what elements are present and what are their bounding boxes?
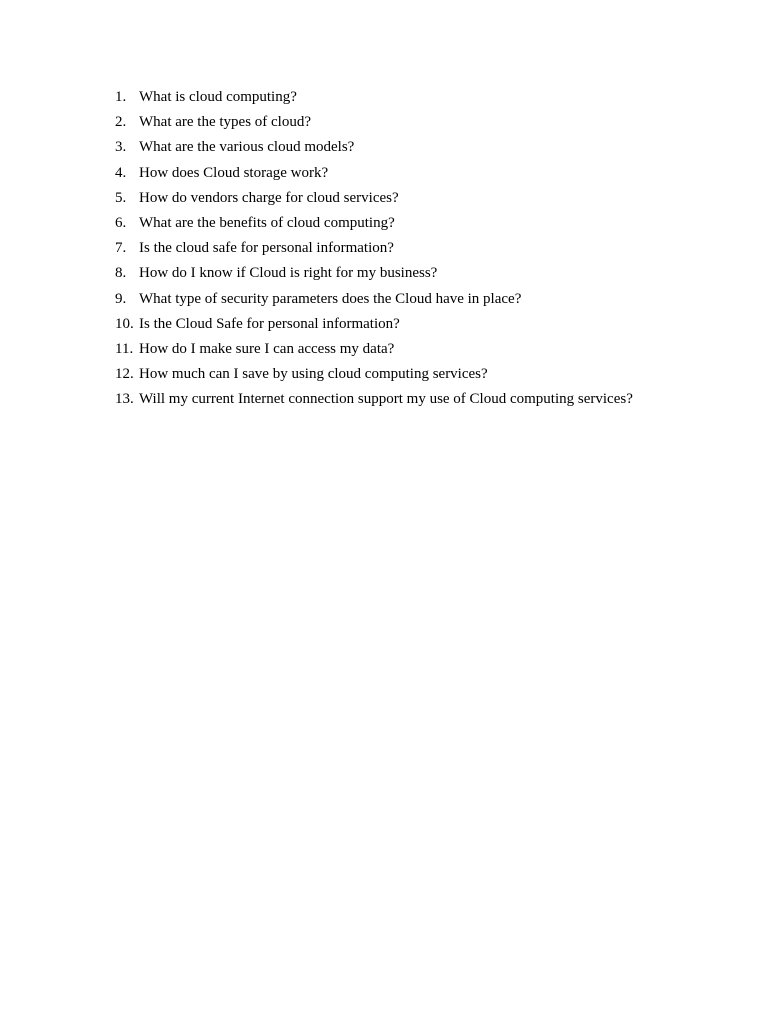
question-text: Will my current Internet connection support my use of Cloud computing services? [139, 391, 633, 408]
question-text: What are the various cloud models? [139, 139, 355, 156]
question-item-12 [115, 362, 633, 387]
question-number: 4. [115, 164, 127, 181]
question-item-6 [115, 211, 633, 236]
question-text: How much can I save by using cloud computing services? [139, 366, 488, 383]
question-list [115, 85, 633, 412]
question-number: 2. [115, 114, 127, 131]
question-text: What are the types of cloud? [139, 114, 312, 131]
question-text: Is the Cloud Safe for personal information? [139, 315, 400, 332]
question-item-11 [115, 337, 633, 362]
question-text: How do I make sure I can access my data? [139, 340, 395, 357]
question-number: 9. [115, 290, 127, 307]
question-text: How do vendors charge for cloud services? [139, 189, 399, 206]
question-item-9 [115, 287, 633, 312]
question-item-3 [115, 135, 633, 160]
question-item-4 [115, 161, 633, 186]
question-text: How do I know if Cloud is right for my business? [139, 265, 438, 282]
question-item-1 [115, 85, 633, 110]
question-number: 6. [115, 214, 127, 231]
question-item-13 [115, 387, 633, 412]
question-text: Is the cloud safe for personal information? [139, 240, 394, 257]
question-item-8 [115, 261, 633, 286]
question-item-5 [115, 186, 633, 211]
question-number: 7. [115, 240, 127, 257]
question-number: 13. [115, 391, 134, 408]
question-item-2 [115, 110, 633, 135]
question-number: 3. [115, 139, 127, 156]
question-number: 8. [115, 265, 127, 282]
question-item-10 [115, 312, 633, 337]
question-text: What is cloud computing? [139, 89, 297, 105]
question-number: 11. [115, 340, 134, 357]
question-number: 5. [115, 189, 127, 206]
question-text: How does Cloud storage work? [139, 164, 329, 181]
question-number: 10. [115, 315, 134, 332]
question-number: 1. [115, 89, 127, 105]
question-item-7 [115, 236, 633, 261]
question-text: What type of security parameters does the Cloud have in place? [139, 290, 522, 307]
question-text: What are the benefits of cloud computing? [139, 214, 395, 231]
question-number: 12. [115, 366, 134, 383]
